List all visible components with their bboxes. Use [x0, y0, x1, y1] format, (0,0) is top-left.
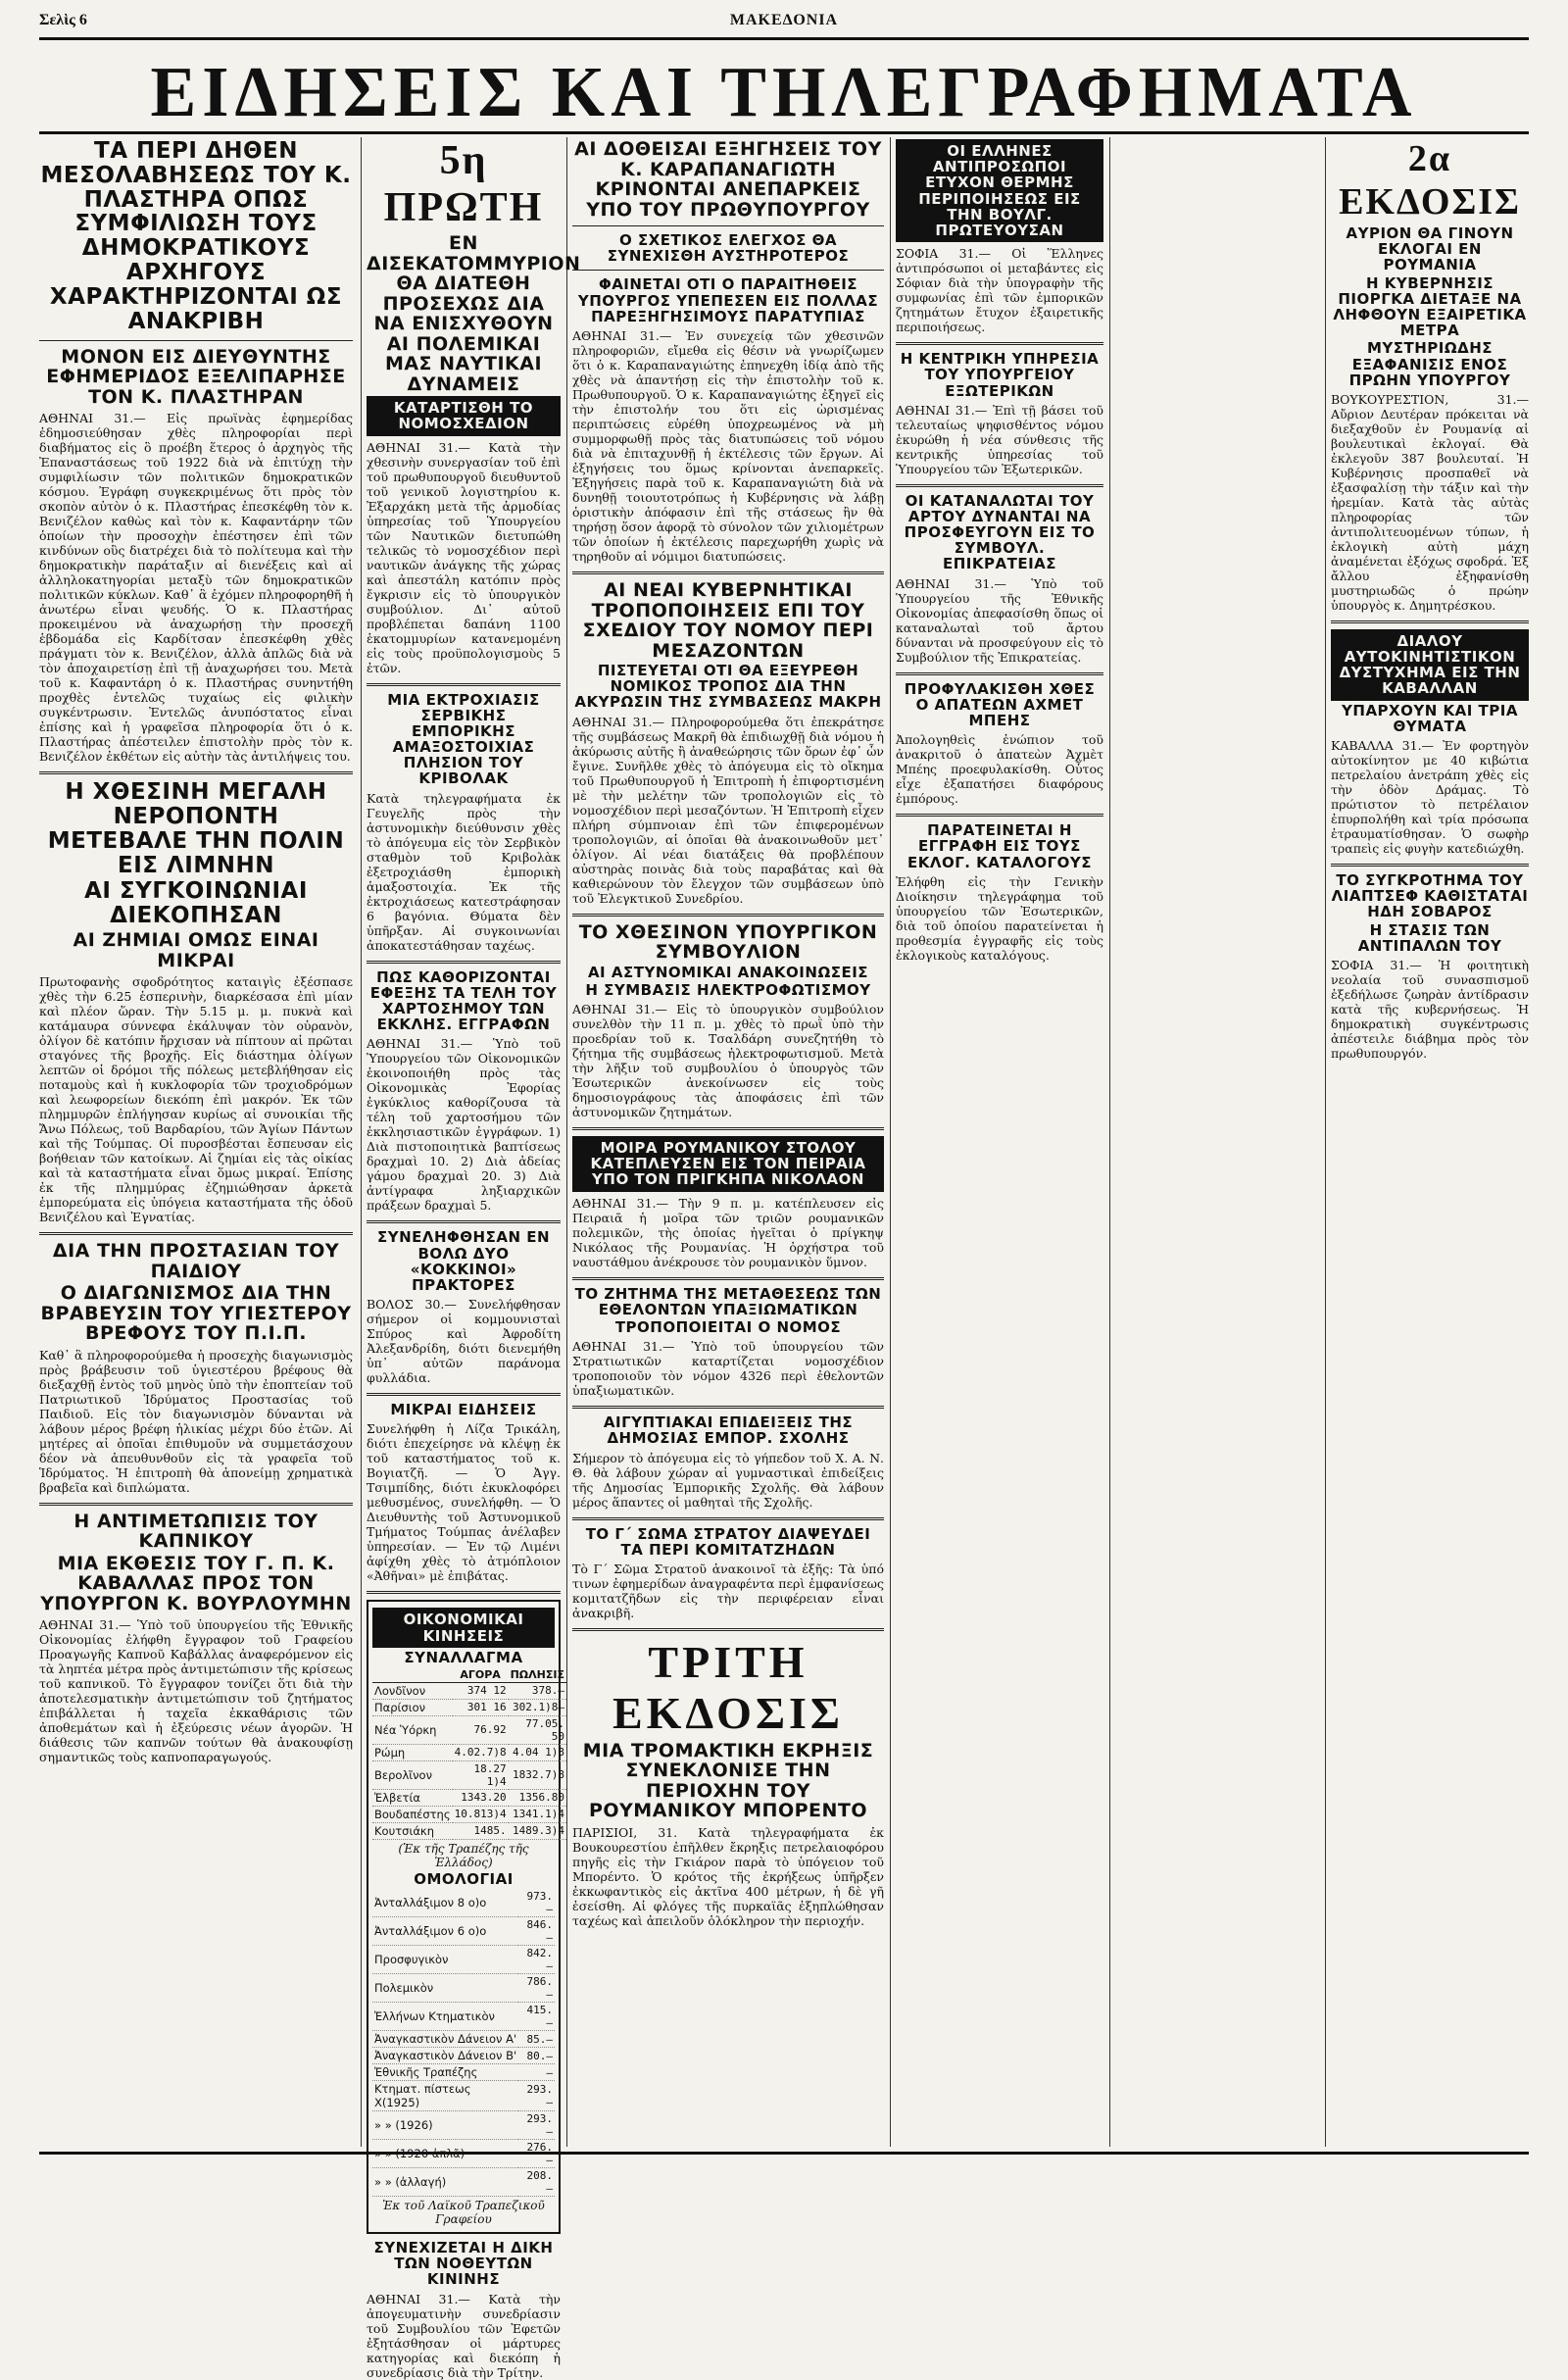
headline: Η ΚΕΝΤΡΙΚΗ ΥΠΗΡΕΣΙΑ ΤΟΥ ΥΠΟΥΡΓΕΙΟΥ ΕΞΩΤΕΡΙΚΩΝ	[900, 350, 1100, 400]
rate-value: 1341.1)4	[509, 1806, 566, 1822]
article-stamp-duties	[367, 969, 561, 1214]
headline: ΑΙΓΥΠΤΙΑΚΑΙ ΕΠΙΔΕΙΞΕΙΣ ΤΗΣ ΔΗΜΟΣΙΑΣ ΕΜΠΟΡ. ΣΧΟΛΗΣ	[603, 1413, 854, 1448]
subheadline: Ο ΣΧΕΤΙΚΟΣ ΕΛΕΓΧΟΣ ΘΑ ΣΥΝΕΧΙΣΘΗ ΑΥΣΤΗΡΟΤΕΡΟΣ	[607, 231, 850, 266]
subheadline: Η ΚΥΒΕΡΝΗΣΙΣ ΠΙΟΡΓΚΑ ΔΙΕΤΑΞΕ ΝΑ ΛΗΦΘΟΥΝ ΕΞΑΙΡΕΤΙΚΑ ΜΕΤΡΑ	[1333, 273, 1527, 340]
headline: ΣΥΝΕΛΗΦΘΗΣΑΝ ΕΝ ΒΟΛΩ ΔΥΟ «ΚΟΚΚΙΝΟΙ» ΠΡΑΚΤΟΡΕΣ	[376, 1228, 551, 1294]
headline: ΕΝ ΔΙΣΕΚΑΤΟΜΜΥΡΙΟΝ ΘΑ ΔΙΑΤΕΘΗ ΠΡΟΣΕΧΩΣ ΔΙΑ ΝΑ ΕΝΙΣΧΥΘΟΥΝ ΑΙ ΠΟΛΕΜΙΚΑΙ ΜΑΣ ΝΑΥΤΙΚΑΙ ΔΥΝΑΜΕΙΣ	[367, 232, 581, 395]
rate-value: 378.—	[509, 1682, 566, 1699]
article-body: ΑΘΗΝΑΙ 31.— Εἰς πρωϊνὰς ἐφημερίδας ἐδημοσιεύθησαν χθὲς πληροφορίαι περὶ διαβήματος εἰς ὃ προέβη ἕτερος ὁ ἀρχηγὸς τῆς Ἐπαναστάσεως τοῦ 1922 διὰ νὰ ἐπιτύχῃ τὴν συμφιλίωσιν τῶν πολιτικῶν δημοκρατικῶν κόσμου. Ἐγράφη συγκεκριμένως ὅτι πρὸς τὸν σκοπὸν αὐτὸν ὁ κ. Πλαστήρας ἐπεσκέφθη τὸν κ. Βενιζέλον καθὼς καὶ τὸν κ. Καφαντάρην τῶν ὁποίων τὴν προσοχὴν ἐπέστησεν ἐπὶ τῶν κινδύνων οὓς διατρέχει διὰ τὸ πολίτευμα καὶ τὴν δημοκρατικὴν παράταξιν αἱ διενέξεις καὶ αἱ ἀλληλοκατηγορίαι μεταξὺ τῶν δημοκρατικῶν πολιτικῶν κύκλων. Καθ᾽ ἃ ἐχόμεν πληροφορηθῆ ἡ ἀνωτέρω εἶναι ψευδής. Ὁ κ. Πλαστήρας προκειμένου νὰ ἀναχωρήσῃ τὴν προσεχῆ ἑβδομάδα εἰς Καρδίτσαν ἐπεσκέφθη χθὲς πράγματι τὸν κ. Βενιζέλον, ἀλλὰ ἁπλῶς διὰ νὰ τὸν ἀποχαιρετίσῃ ἐπὶ τῇ ἀναχωρήσει του. Μετὰ τοῦ κ. Καφαντάρη ὁ κ. Πλαστήρας συνηντήθη προχθὲς ἐντελῶς τυχαίως εἰς φιλικὴν συγκέντρωσιν. Ἐντελῶς ἀνυπόστατος εἶναι ἐπίσης καὶ ἡ γραφεῖσα πληροφορία ὅτι ὁ κ. Πλαστήρας ἀπέστειλεν ἐπιστολὴν πρὸς τὸν κ. Βενιζέλον ἐκθέτων εἰς αὐτὴν τὰς ἀντιλήψεις του.	[39, 411, 353, 765]
article-liaptsef	[1331, 872, 1529, 1061]
article-body: ΑΘΗΝΑΙ 31.— Εἰς τὸ ὑπουργικὸν συμβούλιον συνελθὸν τὴν 11 π. μ. χθὲς τὸ πρωῒ ὑπὸ τὴν προεδρίαν τοῦ κ. Τσαλδάρη συνεζητήθη τὸ ζήτημα τῆς συμβάσεως ἠλεκτροφωτισμοῦ. Μετὰ τὴν λῆξιν τοῦ συμβουλίου ὁ ὑπουργὸς τῶν Ἐσωτερικῶν ἀνεκοίνωσεν εἰς τοὺς δημοσιογράφους τὰς ἀποφάσεις ἐπὶ τῶν ἀστυνομικῶν ζητημάτων.	[572, 1002, 884, 1120]
table-row	[372, 1789, 566, 1806]
article-derailment	[367, 692, 561, 953]
article-body: Πρωτοφανὴς σφοδρότητος καταιγὶς ἐξέσπασε χθὲς τὴν 6.25 ἑσπερινὴν, διαρκέσασα ἐπὶ μίαν καὶ πλέον ὥραν. Τὴν 5.15 μ. μ. πυκνὰ καὶ κατάμαυρα σύννεφα ἐκάλυψαν τὸν οὐρανὸν, ὀλίγον δὲ κατόπιν ἤρχισαν νὰ πίπτουν αἱ πρῶται σταγόνες τῆς βροχῆς. Εἰς διάστημα ὀλίγων λεπτῶν οἱ δρόμοι τῆς πόλεως μετεβλήθησαν εἰς ποταμοὺς καὶ ἡ κυκλοφορία τῶν τροχιοδρόμων καὶ λεωφορείων διεκόπη ἐπὶ μακρόν. Ἐκ τῶν πλημμυρῶν ἐπλήγησαν κυρίως αἱ συνοικίαι τῆς Ἄνω Πόλεως, τοῦ Βαρδαρίου, τῶν Ἁγίων Πάντων καὶ τῆς Τούμπας. Οἱ πυροσβέσται ἔσπευσαν εἰς βοήθειαν τῶν κατοίκων. Αἱ ζημίαι εἰς τὰς οἰκίας καὶ τὰ καταστήματα εἶναι ὅμως μικραί. Ἐπίσης ἐκ τῆς πλημμύρας ἐζημιώθησαν ἀρκετὰ ἐμπορεύματα εἰς ὑπόγεια καταστήματα τῆς ὁδοῦ Βενιζέλου καὶ Ἐγνατίας.	[39, 974, 353, 1225]
article-plastiras	[39, 139, 353, 764]
rate-value: 76.92	[453, 1715, 509, 1744]
headline: ΤΟ Γ΄ ΣΩΜΑ ΣΤΡΑΤΟΥ ΔΙΑΨΕΥΔΕΙ ΤΑ ΠΕΡΙ ΚΟΜΙΤΑΤΖΗΔΩΝ	[585, 1524, 871, 1559]
article-body: ΑΘΗΝΑΙ 31.— Κατὰ τὴν χθεσινὴν συνεργασίαν τοῦ ἐπὶ τοῦ πρωθυπουργοῦ διευθυντοῦ τοῦ γενικοῦ λογιστηρίου κ. Ἐξαρχάκη μετὰ τῆς ἁρμοδίας ὑπηρεσίας τοῦ Ὑπουργείου τῶν Ναυτικῶν διετυπώθη τελικῶς τὸ νομοσχέδιον περὶ ναυτικῶν ἀνάγκης τῆς χώρας καὶ ἀπεστάλη κατόπιν πρὸς ἔγκρισιν εἰς τὸ ὑπουργικὸν συμβούλιον. Δι᾽ αὐτοῦ προβλέπεται δαπάνη 1100 ἑκατομμυρίων κατανεμομένη εἰς τοὺς προϋπολογισμοὺς 5 ἐτῶν.	[367, 439, 561, 675]
currency-name: Βουδαπέστης	[374, 1807, 451, 1821]
section-banner: ΕΙΔΗΣΕΙΣ ΚΑΙ ΤΗΛΕΓΡΑΦΗΜΑΤΑ	[150, 53, 1418, 132]
bond-price: 973.—	[518, 1889, 555, 1917]
table-row	[372, 1806, 566, 1822]
table-row	[372, 1715, 566, 1744]
table-row	[372, 2081, 555, 2111]
article-fraudster	[896, 681, 1103, 807]
subheadline: Ο ΔΙΑΓΩΝΙΣΜΟΣ ΔΙΑ ΤΗΝ ΒΡΑΒΕΥΣΙΝ ΤΟΥ ΥΓΙΕΣΤΕΡΟΥ ΒΡΕΦΟΥΣ ΤΟΥ Π.Ι.Π.	[40, 1282, 352, 1345]
page-header	[39, 12, 1529, 31]
headline: ΔΙΑΛΟΥ ΑΥΤΟΚΙΝΗΤΙΣΤΙΚΟΝ ΔΥΣΤΥΧΗΜΑ ΕΙΣ ΤΗΝ ΚΑΒΑΛΛΑΝ	[1331, 629, 1529, 701]
article-body: Ἀπολογηθεὶς ἐνώπιον τοῦ ἀνακριτοῦ ὁ ἀπατεὼν Ἀχμὲτ Μπέης προεφυλακίσθη. Οὗτος εἶχε ἐξαπατήσει διαφόρους ἐμπόρους.	[896, 732, 1103, 807]
bond-name: Ἀνταλλάξιμον 6 ο)ο	[372, 1917, 518, 1946]
article-body: ΑΘΗΝΑΙ 31.— Ἐν συνεχείᾳ τῶν χθεσινῶν πληροφοριῶν, εἴμεθα εἰς θέσιν νὰ γνωρίζωμεν ὅτι ὁ κ. Καραπαναγιώτης ἐπηνεχθη ἰδίᾳ ἀπὸ τῆς χθὲς νὰ ἀπαντήσῃ εἰς τὴν ἐπιστολὴν τοῦ κ. Πρωθυπουργοῦ. Ὁ κ. Καραπαναγιώτης ἐξηγεῖ εἰς τὴν ἐπιστολήν του ὅτι εἰς ὡρισμένας περιπτώσεις εὑρέθη ὑποχρεωμένος νὰ μὴ συμμορφωθῇ πρὸς τὰς διατυπώσεις τοῦ νόμου διὰ νὰ ἐπιταχυνθῇ ἡ ἐκτέλεσις τῶν ἔργων. Αἱ ἐξηγήσεις του ὅμως κρίνονται ἀνεπαρκεῖς. Ἐξηγήσεις παρὰ τοῦ κ. Καραπαναγιώτη διὰ νὰ δυνηθῇ τοιουτοτρόπως ἡ Κυβέρνησις νὰ λάβῃ ὁριστικὴν ἀπόφασιν ἐπὶ τῆς στάσεως ἣν θὰ τηρήσῃ ὅσον ἀφορᾷ τὸ σύνολον τῶν χιλιομέτρων τῶν ὁποίων ἡ ἐκτέλεσις παρεχωρήθη χωρὶς νὰ τηρηθοῦν αἱ νόμιμοι διατυπώσεις.	[572, 328, 884, 564]
table-row	[372, 2031, 555, 2048]
subheadline: ΠΙΣΤΕΥΕΤΑΙ ΟΤΙ ΘΑ ΕΞΕΥΡΕΘΗ ΝΟΜΙΚΟΣ ΤΡΟΠΟΣ ΔΙΑ ΤΗΝ ΑΚΥΡΩΣΙΝ ΤΗΣ ΣΥΜΒΑΣΕΩΣ ΜΑΚΡΗ	[574, 662, 882, 712]
rate-value: 18.27 1)4	[453, 1760, 509, 1789]
table-row	[372, 2168, 555, 2197]
article-body: ΑΘΗΝΑΙ 31.— Ὑπὸ τοῦ ὑπουργείου τῶν Στρατιωτικῶν καταρτίζεται νομοσχέδιον τροποποιοῦν τὸν νόμον 4326 περὶ ἐθελοντῶν ὑπαξιωματικῶν.	[572, 1339, 884, 1399]
table-header	[372, 1667, 453, 1683]
article-electoral-lists	[896, 822, 1103, 963]
edition-heading: 2α ΕΚΔΟΣΙΣ	[1339, 138, 1521, 223]
subheadline: ΜΥΣΤΗΡΙΩΔΗΣ ΕΞΑΦΑΝΙΣΙΣ ΕΝΟΣ ΠΡΩΗΝ ΥΠΟΥΡΓΟΥ	[1348, 339, 1511, 389]
currency-name: Νέα Ὑόρκη	[372, 1715, 453, 1744]
subheadline: ΚΑΤΑΡΤΙΣΘΗ ΤΟ ΝΟΜΟΣΧΕΔΙΟΝ	[367, 396, 561, 435]
headline: ΟΙ ΕΛΛΗΝΕΣ ΑΝΤΙΠΡΟΣΩΠΟΙ ΕΤΥΧΟΝ ΘΕΡΜΗΣ ΠΕΡΙΠΟΙΗΣΕΩΣ ΕΙΣ ΤΗΝ ΒΟΥΛΓ. ΠΡΩΤΕΥΟΥΣΑΝ	[896, 139, 1103, 242]
article-bread-consumers	[896, 493, 1103, 665]
article-volunteers	[572, 1286, 884, 1399]
rate-value: 77.05. 50	[509, 1715, 566, 1744]
article-body: ΑΘΗΝΑΙ 31.— Κατὰ τὴν ἀπογευματινὴν συνεδρίασιν τοῦ Συμβουλίου τῶν Ἐφετῶν ἐξητάσθησαν οἱ μάρτυρες κατηγορίας καὶ διεκόπη ἡ συνεδρίασις διὰ τὴν Τρίτην.	[367, 2291, 561, 2380]
rate-value: 1485.	[453, 1822, 509, 1839]
currency-name: Κουτσιάκη	[372, 1822, 453, 1839]
subheadline: Η ΣΤΑΣΙΣ ΤΩΝ ΑΝΤΙΠΑΛΩΝ ΤΟΥ	[1357, 920, 1502, 955]
bond-name: Κτηματ. πίστεως Χ(1925)	[372, 2081, 518, 2111]
headline: Η ΧΘΕΣΙΝΗ ΜΕΓΑΛΗ ΝΕΡΟΠΟΝΤΗ ΜΕΤΕΒΑΛΕ ΤΗΝ ΠΟΛΙΝ ΕΙΣ ΛΙΜΝΗΝ	[47, 779, 345, 878]
bond-price: 786.—	[518, 1974, 555, 2003]
subheadline: ΥΠΑΡΧΟΥΝ ΚΑΙ ΤΡΙΑ ΘΥΜΑΤΑ	[1342, 701, 1518, 735]
edition-heading: 5η ΠΡΩΤΗ	[383, 138, 544, 230]
headline: ΟΙΚΟΝΟΜΙΚΑΙ ΚΙΝΗΣΕΙΣ	[372, 1608, 555, 1647]
article-body: ΑΘΗΝΑΙ 31.— Ἐπὶ τῇ βάσει τοῦ τελευταίως ψηφισθέντος νόμου ἐκυρώθη ἡ νέα σύνθεσις τῆς κεντρικῆς ὑπηρεσίας τοῦ Ὑπουργείου τῶν Ἐξωτερικῶν.	[896, 402, 1103, 476]
bond-name: » » (1926)	[372, 2111, 518, 2140]
article-komitadji	[572, 1526, 884, 1620]
table-row	[372, 2003, 555, 2031]
table-row	[372, 1889, 555, 1917]
article-explosion	[572, 1637, 884, 1928]
column-fourth	[896, 137, 1103, 2147]
bond-price: 415.—	[518, 2003, 555, 2031]
headline: ΟΙ ΚΑΤΑΝΑΛΩΤΑΙ ΤΟΥ ΑΡΤΟΥ ΔΥΝΑΝΤΑΙ ΝΑ ΠΡΟΣΦΕΥΓΟΥΝ ΕΙΣ ΤΟ ΣΥΜΒΟΥΛ. ΕΠΙΚΡΑΤΕΙΑΣ	[904, 491, 1096, 573]
bond-name: Πολεμικὸν	[372, 1974, 518, 2003]
column-left	[39, 137, 353, 2147]
article-romania-elections	[1331, 137, 1529, 613]
currency-name: Λονδῖνον	[372, 1682, 453, 1699]
header-rule	[39, 37, 1529, 40]
bond-price: 846.—	[518, 1917, 555, 1946]
bond-price: 293.—	[518, 2111, 555, 2140]
article-body: ΣΟΦΙΑ 31.— Ἡ φοιτητικὴ νεολαία τοῦ συνασπισμοῦ ἐξεδήλωσε ζωηρὰν ἀντίδρασιν κατὰ τῆς κυβερνήσεως. Ἡ δημοκρατικὴ συγκέντρωσις ἀπέστειλε διάβημα πρὸς τὸν πρωθυπουργόν.	[1331, 957, 1529, 1061]
article-karapanagiotis	[572, 139, 884, 564]
headline: ΜΙΑ ΤΡΟΜΑΚΤΙΚΗ ΕΚΡΗΞΙΣ ΣΥΝΕΚΛΟΝΙΣΕ ΤΗΝ ΠΕΡΙΟΧΗΝ ΤΟΥ ΡΟΥΜΑΝΙΚΟΥ ΜΠΟΡΕΝΤΟ	[582, 1739, 874, 1822]
rate-value: 10.813)4	[454, 1808, 507, 1821]
bond-name: Ἀναγκαστικὸν Δάνειον Β'	[374, 2049, 517, 2063]
table-source: Ἐκ τοῦ Λαϊκοῦ Τραπεζικοῦ Γραφείου	[382, 2199, 545, 2227]
exchange-table	[372, 1667, 566, 1840]
article-gymnastics	[572, 1414, 884, 1509]
column-divider	[890, 137, 891, 2147]
article-child-protection	[39, 1241, 353, 1495]
article-brokers-law	[572, 580, 884, 906]
column-right	[1331, 137, 1529, 2147]
subheadline: ΤΡΟΠΟΠΟΙΕΙΤΑΙ Ο ΝΟΜΟΣ	[614, 1317, 842, 1336]
table-header: ΑΓΟΡΑ	[453, 1667, 509, 1683]
banner-rule	[39, 131, 1529, 134]
table-row	[372, 1682, 566, 1699]
column-second	[367, 137, 581, 2380]
bond-price: 293.—	[518, 2081, 555, 2111]
article-quinine-trial	[367, 2240, 561, 2380]
subheadline: ΑΙ ΑΣΤΥΝΟΜΙΚΑΙ ΑΝΑΚΟΙΝΩΣΕΙΣ	[587, 963, 869, 981]
article-tobacco	[39, 1512, 353, 1765]
article-body: Ἐλήφθη εἰς τὴν Γενικὴν Διοίκησιν τηλεγράφημα τοῦ ὑπουργείου τῶν Ἐσωτερικῶν, διὰ τοῦ ὁποίου παρατείνεται ἡ προθεσμία ἐγγραφῆς εἰς τοὺς ἐκλογικοὺς καταλόγους.	[896, 873, 1103, 963]
rate-value: 1343.20	[453, 1789, 509, 1806]
bond-name: Ἑλλήνων Κτηματικὸν	[372, 2003, 518, 2031]
column-divider	[566, 137, 567, 2147]
headline: ΠΡΟΦΥΛΑΚΙΣΘΗ ΧΘΕΣ Ο ΑΠΑΤΕΩΝ ΑΧΜΕΤ ΜΠΕΗΣ	[904, 679, 1096, 729]
article-kavala-accident	[1331, 629, 1529, 856]
bond-name: Ἐθνικῆς Τραπέζης	[372, 2064, 518, 2081]
subheadline: Η ΣΥΜΒΑΣΙΣ ΗΛΕΚΤΡΟΦΩΤΙΣΜΟΥ	[585, 980, 871, 999]
article-cabinet-meeting	[572, 922, 884, 1119]
bond-name: » » (ἀλλαγή)	[372, 2168, 518, 2197]
table-source: (Ἐκ τῆς Τραπέζης τῆς Ἑλλάδος)	[398, 1841, 529, 1869]
subheadline: ΟΜΟΛΟΓΙΑΙ	[414, 1869, 514, 1888]
subheadline: ΑΙ ΣΥΓΚΟΙΝΩΝΙΑΙ ΔΙΕΚΟΠΗΣΑΝ	[84, 878, 308, 929]
headline: ΔΙΑ ΤΗΝ ΠΡΟΣΤΑΣΙΑΝ ΤΟΥ ΠΑΙΔΙΟΥ	[52, 1240, 340, 1282]
bond-name: » » (1920 ἀπλᾶ)	[372, 2140, 518, 2168]
page-number: Σελὶς 6	[39, 12, 87, 28]
article-volos-arrests	[367, 1229, 561, 1385]
article-body: ΑΘΗΝΑΙ 31.— Τὴν 9 π. μ. κατέπλευσεν εἰς Πειραιᾶ ἡ μοῖρα τῶν τριῶν ρουμανικῶν πολεμικῶν, τὴς ὁποίας ἠγεῖται ὁ πρίγκηψ Νικόλαος τῆς Ρουμανίας. Ἡ ὀρχήστρα τοῦ ναυστάθμου ἀνέκρουσε τὸν ρουμανικὸν ὕμνον.	[572, 1195, 884, 1269]
footer-rule	[39, 2152, 1529, 2155]
bond-price: 842.—	[518, 1946, 555, 1974]
bond-price: 85.—	[518, 2031, 555, 2048]
bond-name: Ἀναγκαστικὸν Δάνειον Α'	[372, 2031, 518, 2048]
subheadline: ΣΥΝΑΛΛΑΓΜΑ	[404, 1648, 523, 1666]
headline: ΑΥΡΙΟΝ ΘΑ ΓΙΝΟΥΝ ΕΚΛΟΓΑΙ ΕΝ ΡΟΥΜΑΝΙΑ	[1346, 224, 1514, 274]
bond-price: 276.—	[518, 2140, 555, 2168]
edition-heading: ΤΡΙΤΗ ΕΚΔΟΣΙΣ	[612, 1636, 845, 1738]
article-body: ΣΟΦΙΑ 31.— Οἱ Ἕλληνες ἀντιπρόσωποι οἱ μεταβάντες εἰς Σόφιαν διὰ τὴν ὑπογραφὴν τῆς συμφωνίας ἐπὶ τῶν ἐμπορικῶν ζητημάτων ἔτυχον ἐξαιρετικῆς περιποιήσεως.	[896, 246, 1103, 335]
bond-price: —	[518, 2064, 555, 2081]
headline: ΣΥΝΕΧΙΖΕΤΑΙ Η ΔΙΚΗ ΤΩΝ ΝΟΘΕΥΤΩΝ ΚΙΝΙΝΗΣ	[373, 2239, 554, 2289]
column-divider	[361, 137, 362, 2147]
rate-value: 1489.3)4	[509, 1822, 566, 1839]
headline: ΠΑΡΑΤΕΙΝΕΤΑΙ Η ΕΓΓΡΑΦΗ ΕΙΣ ΤΟΥΣ ΕΚΛΟΓ. ΚΑΤΑΛΟΓΟΥΣ	[906, 821, 1093, 871]
newspaper-name: ΜΑΚΕΔΟΝΙΑ	[729, 12, 839, 28]
headline: ΜΙΑ ΕΚΤΡΟΧΙΑΣΙΣ ΣΕΡΒΙΚΗΣ ΕΜΠΟΡΙΚΗΣ ΑΜΑΞΟΣΤΟΙΧΙΑΣ ΠΛΗΣΙΟΝ ΤΟΥ ΚΡΙΒΟΛΑΚ	[387, 690, 540, 788]
article-body: ΑΘΗΝΑΙ 31.— Ὑπὸ τοῦ Ὑπουργείου τῶν Οἰκονομικῶν ἐκοινοποιήθη πρὸς τὰς Οἰκονομικὰς Ἐφορίας ἐγκύκλιος καθορίζουσα τὰ τέλη τοῦ χαρτοσήμου τῶν ἐκκλησιαστικῶν ἐγγράφων. 1) Διὰ πιστοποιητικὰ βαπτίσεως δραχμαὶ 10. 2) Διὰ ἀδείας γάμου δραχμαὶ 20. 3) Διὰ ἀντίγραφα ληξιαρχικῶν πράξεων δραχμαὶ 5.	[367, 1036, 561, 1214]
rate-value: 1356.80	[509, 1789, 566, 1806]
bond-price: 80.—	[518, 2048, 555, 2064]
bonds-table	[372, 1889, 555, 2197]
table-row	[372, 1917, 555, 1946]
table-row	[372, 2111, 555, 2140]
headline: ΜΟΙΡΑ ΡΟΥΜΑΝΙΚΟΥ ΣΤΟΛΟΥ ΚΑΤΕΠΛΕΥΣΕΝ ΕΙΣ ΤΟΝ ΠΕΙΡΑΙΑ ΥΠΟ ΤΟΝ ΠΡΙΓΚΗΠΑ ΝΙΚΟΛΑΟΝ	[572, 1136, 884, 1192]
headline: ΜΙΚΡΑΙ ΕΙΔΗΣΕΙΣ	[390, 1401, 537, 1419]
article-body: ΑΘΗΝΑΙ 31.— Ὑπὸ τοῦ Ὑπουργείου τῆς Ἐθνικῆς Οἰκονομίας ἀπεφασίσθη ὅπως οἱ καταναλωταὶ τοῦ ἄρτου δύνανται νὰ προσφεύγουν εἰς τὸ Συμβούλιον τῆς Ἐπικρατείας.	[896, 575, 1103, 665]
headline: ΤΟ ΧΘΕΣΙΝΟΝ ΥΠΟΥΡΓΙΚΟΝ ΣΥΜΒΟΥΛΙΟΝ	[578, 920, 878, 964]
article-body: Σήμερον τὸ ἀπόγευμα εἰς τὸ γήπεδον τοῦ Χ. Α. Ν. Θ. θὰ λάβουν χώραν αἱ γυμναστικαὶ ἐπιδείξεις τῆς Δημοσίας Ἐμπορικῆς Σχολῆς. Θὰ λάβουν μέρος ἅπαντες οἱ μαθηταὶ τῆς Σχολῆς.	[572, 1450, 884, 1510]
headline: ΤΟ ΣΥΓΚΡΟΤΗΜΑ ΤΟΥ ΛΙΑΠΤΣΕΦ ΚΑΘΙΣΤΑΤΑΙ ΗΔΗ ΣΟΒΑΡΟΣ	[1331, 871, 1529, 921]
column-divider	[1325, 137, 1326, 2147]
article-small-news	[367, 1402, 561, 1583]
rate-value: 4.04 1)8	[509, 1744, 566, 1760]
article-rainstorm	[39, 780, 353, 1224]
table-row	[372, 1974, 555, 2003]
article-body: ΑΘΗΝΑΙ 31.— Ὑπὸ τοῦ ὑπουργείου τῆς Ἐθνικῆς Οἰκονομίας ἐλήφθη ἔγγραφον τοῦ Γραφείου Προαγωγῆς Καπνοῦ Καβάλλας ἀναφερόμενον εἰς τὰ ληπτέα μέτρα πρὸς ἀντιμετώπισιν τῆς κρίσεως τοῦ καπνικοῦ. Τὸ ἔγγραφον τονίζει ὅτι διὰ τὴν ἀποτελεσματικὴν ἀντιμετώπισιν τοῦ ζητήματος ἐπιβάλλεται ἡ ταχεῖα ἐκκαθάρισις τῶν ἀποθεμάτων καὶ ἡ ἐξεύρεσις νέων ἀγορῶν. Ἡ διάθεσις τῶν καπνῶν τούτων θὰ ἀνακουφίσῃ σημαντικῶς τοὺς καπνοπαραγωγούς.	[39, 1617, 353, 1765]
rate-value: 302.1)8—	[509, 1699, 566, 1715]
headline: ΤΑ ΠΕΡΙ ΔΗΘΕΝ ΜΕΣΟΛΑΒΗΣΕΩΣ ΤΟΥ Κ. ΠΛΑΣΤΗΡΑ ΟΠΩΣ ΣΥΜΦΙΛΙΩΣΗ ΤΟΥΣ ΔΗΜΟΚΡΑΤΙΚΟΥΣ ΑΡΧΗΓΟΥΣ ΧΑΡΑΚΤΗΡΙΖΟΝΤΑΙ ΩΣ ΑΝΑΚΡΙΒΗ	[40, 138, 352, 334]
bond-price: 208.—	[518, 2168, 555, 2197]
article-navy-budget	[367, 137, 581, 675]
article-foreign-ministry	[896, 351, 1103, 476]
headline: ΑΙ ΔΟΘΕΙΣΑΙ ΕΞΗΓΗΣΕΙΣ ΤΟΥ Κ. ΚΑΡΑΠΑΝΑΓΙΩΤΗ ΚΡΙΝΟΝΤΑΙ ΑΝΕΠΑΡΚΕΙΣ ΥΠΟ ΤΟΥ ΠΡΩΘΥΠΟΥΡΓΟΥ	[574, 138, 882, 221]
rate-value: 1832.7)8	[509, 1760, 566, 1789]
article-body: Συνελήφθη ἡ Λίζα Τρικάλη, διότι ἐπεχείρησε νὰ κλέψῃ ἐκ τοῦ καταστήματος τοῦ κ. Βογιατζῆ. — Ὁ Ἀγγ. Τσιμπίδης, διότι ἐκυκλοφόρει μεθυσμένος, συνελήφθη. — Ὁ Διευθυντὴς τοῦ Ἀστυνομικοῦ Τμήματος Τούμπας ἀνέλαβεν ὑπηρεσίαν. — Ἐν τῷ Λιμένι ἀφίχθη χθὲς τὸ ἀτμόπλοιον «Ἀθῆναι» μὲ ἐπιβάτας.	[367, 1421, 561, 1584]
rate-value: 4.02.7)8	[454, 1746, 507, 1760]
table-row	[372, 1822, 566, 1839]
subheadline: ΑΙ ΖΗΜΙΑΙ ΟΜΩΣ ΕΙΝΑΙ ΜΙΚΡΑΙ	[73, 929, 319, 971]
currency-name: Ἐλβετία	[372, 1789, 453, 1806]
article-romanian-fleet	[572, 1136, 884, 1269]
financial-box	[367, 1600, 564, 2234]
article-body: Τὸ Γ΄ Σῶμα Στρατοῦ ἀνακοινοῖ τὰ ἑξῆς: Τὰ ὑπό τινων ἐφημερίδων ἀναγραφέντα περὶ ἐμφανίσεως κομιτατζῆδων εἰς τὴν περιφέρειαν εἶναι ἀνακριβῆ.	[572, 1561, 884, 1620]
article-body: ΒΟΥΚΟΥΡΕΣΤΙΟΝ, 31.— Αὔριον Δευτέραν πρόκειται νὰ διεξαχθοῦν ἐν Ρουμανίᾳ αἱ βουλευτικαὶ ἐκλογαί. Θὰ ἐκλεγοῦν 387 βουλευταί. Ἡ Κυβέρνησις προσπαθεῖ νὰ ἐξασφαλίσῃ τὴν τάξιν καὶ τὴν ἠρεμίαν. Κατὰ τὰς αὐτὰς πληροφορίας τῶν ἀντιπολιτευομένων τύπων, ἡ ἐκλογικὴ αὐτὴ μάχη ἀναμένεται ἐξόχως σφοδρά. Ἐξ ἄλλου ἐξηφανίσθη μυστηριωδῶς ὁ πρώην ὑπουργὸς κ. Δημητρέσκου.	[1331, 391, 1529, 613]
table-header: ΠΩΛΗΣΙΣ	[510, 1667, 564, 1681]
article-greek-delegates	[896, 139, 1103, 334]
currency-name: Βερολῖνον	[372, 1760, 453, 1789]
headline: ΑΙ ΝΕΑΙ ΚΥΒΕΡΝΗΤΙΚΑΙ ΤΡΟΠΟΠΟΙΗΣΕΙΣ ΕΠΙ ΤΟΥ ΣΧΕΔΙΟΥ ΤΟΥ ΝΟΜΟΥ ΠΕΡΙ ΜΕΣΑΖΟΝΤΩΝ	[582, 579, 874, 662]
subheadline: ΦΑΙΝΕΤΑΙ ΟΤΙ Ο ΠΑΡΑΙΤΗΘΕΙΣ ΥΠΟΥΡΓΟΣ ΥΠΕΠΕΣΕΝ ΕΙΣ ΠΟΛΛΑΣ ΠΑΡΕΞΗΓΗΣΙΜΟΥΣ ΠΑΡΑΤΥΠΙΑΣ	[577, 275, 879, 325]
currency-name: Παρίσιον	[372, 1699, 453, 1715]
rate-value: 301 16	[453, 1699, 509, 1715]
article-body: ΑΘΗΝΑΙ 31.— Πληροφορούμεθα ὅτι ἐπεκράτησε τῆς συμβάσεως Μακρῆ θὰ ἐπιδιωχθῇ διὰ νόμου ἡ ἀκύρωσις αὐτῆς ἢ ἀναθεώρησις τῶν ὅρων ἐφ᾽ ὧν ἔγινε. Συνῆλθε χθὲς τὸ ἀπόγευμα εἰς τὸ οἴκημα τοῦ Πρωθυπουργοῦ ἡ Ἐπιτροπὴ ἡ ἐπιφορτισμένη μὲ τὴν μελέτην τῶν τροπολογιῶν εἰς τὸ νομοσχέδιον περὶ μεσαζόντων. Ἡ Ἐπιτροπὴ εἶχεν πλήρη σύμπνοιαν ἐπὶ τῶν ἐπιφερομένων τροπολογιῶν, αἱ ὁποῖαι θὰ ἀνακοινωθοῦν μετ᾽ ὀλίγον. Αἱ νέαι διατάξεις θὰ προβλέπουν αὐστηρὰς ποινὰς διὰ τοὺς παραβάτας καὶ θὰ καθιερώνουν τὸν ἔλεγχον τῶν συμβάσεων ὑπὸ τοῦ Ἐλεγκτικοῦ Συνεδρίου.	[572, 714, 884, 906]
bond-name: Προσφυγικὸν	[372, 1946, 518, 1974]
article-body: Κατὰ τηλεγραφήματα ἐκ Γευγελῆς πρὸς τὴν ἀστυνομικὴν διεύθυνσιν χθὲς τὸ ἀπόγευμα εἰς τὸν Σερβικὸν σταθμὸν τοῦ Κριβολὰκ ἐξετροχιάσθη ἐμπορικὴ ἁμαξοστοιχία. Ἐκ τῆς ἐκτροχιάσεως κατεστράφησαν 6 βαγόνια. Θύματα δὲν ὑπῆρξαν. Αἱ συγκοινωνίαι ἀποκατεστάθησαν ταχέως.	[367, 790, 561, 953]
column-divider	[1109, 137, 1110, 2147]
headline: Η ΑΝΤΙΜΕΤΩΠΙΣΙΣ ΤΟΥ ΚΑΠΝΙΚΟΥ	[74, 1510, 318, 1553]
table-row	[372, 1744, 566, 1760]
table-row	[372, 2064, 555, 2081]
article-body: Καθ᾽ ἃ πληροφορούμεθα ἡ προσεχὴς διαγωνισμὸς πρὸς βράβευσιν τοῦ ὑγιεστέρου βρέφους θὰ διεξαχθῇ ἐντὸς τοῦ μηνὸς ὑπὸ τὴν ἐποπτείαν τοῦ Πατριωτικοῦ Ἱδρύματος Προστασίας τοῦ Παιδιοῦ. Εἰς τὸν διαγωνισμὸν δύνανται νὰ λάβουν μέρος βρέφη ἡλικίας μέχρι δύο ἐτῶν. Αἱ μητέρες αἱ ὁποῖαι ἐπιθυμοῦν νὰ συμμετάσχουν δέον νὰ ἀπευθυνθοῦν εἰς τὰ γραφεῖα τοῦ Ἱδρύματος. Ἡ ἐπιτροπὴ θὰ ἀπονείμῃ χρηματικὰ βραβεῖα καὶ διπλώματα.	[39, 1347, 353, 1495]
article-body: ΚΑΒΑΛΛΑ 31.— Ἐν φορτηγὸν αὐτοκίνητον με 40 κιβώτια πετρελαίου ἀνετράπη χθὲς εἰς τὴν ὁδὸν Δράμας. Τὸ πρώτιστον τὸ πετρέλαιον ἐπυρπολήθη καὶ τρία πρόσωπα ἐτραυματίσθησαν. Ὁ σωφὴρ τραπεὶς εἰς φυγὴν κατεδιώχθη.	[1331, 738, 1529, 856]
bond-name: Ἀνταλλάξιμον 8 ο)ο	[372, 1889, 518, 1917]
table-row	[372, 1946, 555, 1974]
article-body: ΠΑΡΙΣΙΟΙ, 31. Κατὰ τηλεγραφήματα ἐκ Βουκουρεστίου ἐπῆλθεν ἔκρηξις πετρελαιοφόρου πηγῆς εἰς τὴν Γκιάρον παρὰ τὸ ὑπόγειον τοῦ Μπορέντο. Ὁ κρότος τῆς ἐκρήξεως ὑπῆρξεν ἐκκωφαντικὸς εἰς ἀκτῖνα 400 μέτρων, ἡ δὲ γῆ ἐσείσθη. Αἱ φλόγες τῆς πυρκαϊᾶς ἐξηπλώθησαν ταχέως καὶ ἀπειλοῦν ὁλόκληρον τὴν περιοχήν.	[572, 1824, 884, 1928]
rate-value: 374 12	[453, 1682, 509, 1699]
headline: ΤΟ ΖΗΤΗΜΑ ΤΗΣ ΜΕΤΑΘΕΣΕΩΣ ΤΩΝ ΕΘΕΛΟΝΤΩΝ ΥΠΑΞΙΩΜΑΤΙΚΩΝ	[574, 1284, 882, 1318]
currency-name: Ρώμη	[372, 1744, 453, 1760]
table-row	[372, 1699, 566, 1715]
subheadline: ΜΙΑ ΕΚΘΕΣΙΣ ΤΟΥ Γ. Π. Κ. ΚΑΒΑΛΛΑΣ ΠΡΟΣ ΤΟΝ ΥΠΟΥΡΓΟΝ Κ. ΒΟΥΡΛΟΥΜΗΝ	[40, 1552, 352, 1614]
column-third	[572, 137, 884, 2147]
headline: ΠΩΣ ΚΑΘΟΡΙΖΟΝΤΑΙ ΕΦΕΞΗΣ ΤΑ ΤΕΛΗ ΤΟΥ ΧΑΡΤΟΣΗΜΟΥ ΤΩΝ ΕΚΚΛΗΣ. ΕΓΓΡΑΦΩΝ	[369, 967, 558, 1034]
subheadline: ΜΟΝΟΝ ΕΙΣ ΔΙΕΥΘΥΝΤΗΣ ΕΦΗΜΕΡΙΔΟΣ ΕΞΕΛΙΠΑΡΗΣΕ ΤΟΝ Κ. ΠΛΑΣΤΗΡΑΝ	[46, 345, 346, 408]
table-row	[372, 2048, 555, 2064]
article-body: ΒΟΛΟΣ 30.— Συνελήφθησαν σήμερον οἱ κομμουνισταὶ Σπύρος καὶ Ἀφροδίτη Ἀλεξανδρίδη, διότι διενεμήθη ὑπ᾽ αὐτῶν παράνομα φυλλάδια.	[367, 1297, 561, 1386]
table-row	[372, 1760, 566, 1789]
